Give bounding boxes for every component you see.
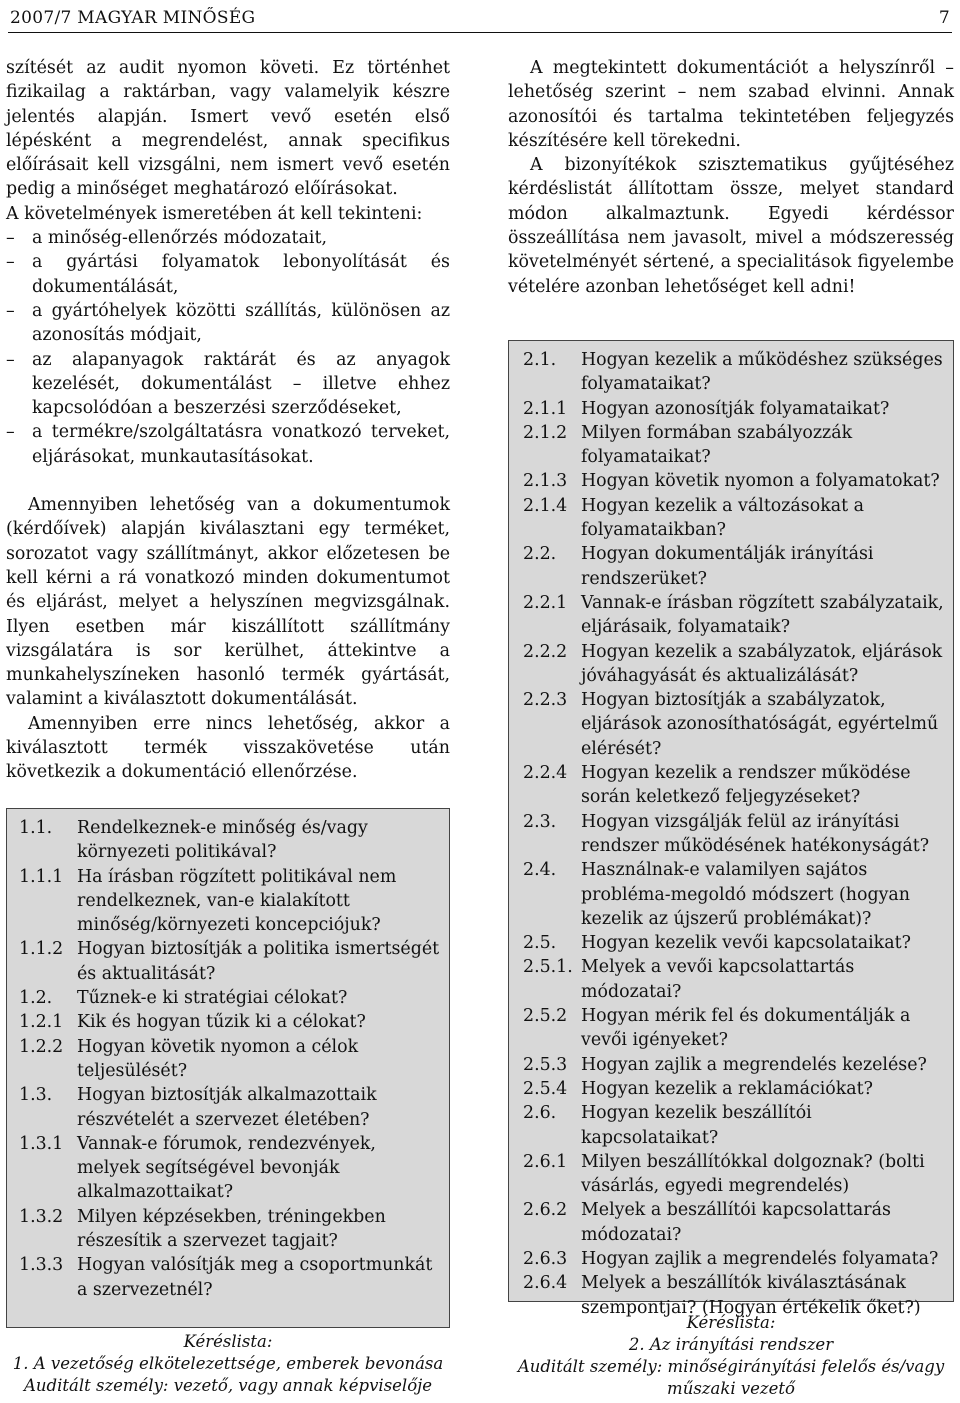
question-number: 1.3.3: [19, 1255, 64, 1276]
checklist-caption-2: [508, 1312, 954, 1400]
question-row: [19, 1253, 441, 1302]
question-text: Melyek a vevői kapcsolattartás módozatai?: [581, 957, 855, 1002]
dash-marker: –: [6, 252, 15, 273]
question-number: 2.6.2: [523, 1200, 568, 1221]
question-text: Hogyan biztosítják alkalmazottaik részvételét a szervezet életében?: [77, 1085, 377, 1130]
question-text: Hogyan kezelik a szabályzatok, eljárások jóváhagyását és aktualizálását?: [581, 641, 943, 686]
question-row: [523, 1053, 947, 1077]
caption-title: 1. A vezetőség elkötelezettsége, emberek bevonása: [12, 1354, 444, 1373]
running-header: [8, 6, 952, 33]
list-item-text: a termékre/szolgáltatásra vonatkozó terveket, eljárásokat, munkautasításokat.: [32, 422, 450, 467]
question-number: 2.2.2: [523, 641, 568, 662]
caption-audited: Auditált személy: minőségirányítási felelős és/vagy műszaki vezető: [517, 1357, 945, 1398]
question-number: 2.5.3: [523, 1054, 568, 1075]
question-number: 2.1.: [523, 350, 557, 370]
question-row: [523, 397, 947, 421]
list-item: [6, 299, 450, 348]
question-text: Ha írásban rögzített politikával nem rendelkeznek, van-e kialakított minőség/környezeti koncepciójuk?: [77, 866, 397, 936]
question-row: [523, 348, 947, 397]
question-number: 2.2.: [523, 544, 557, 565]
question-number: 2.3.: [523, 811, 557, 832]
caption-title: 2. Az irányítási rendszer: [628, 1335, 834, 1354]
question-row: [19, 1205, 441, 1254]
question-row: [523, 494, 947, 543]
list-item: [6, 348, 450, 421]
question-text: Rendelkeznek-e minőség és/vagy környezeti politikával?: [77, 818, 368, 863]
question-row: [523, 1198, 947, 1247]
question-row: [523, 1247, 947, 1271]
question-number: 1.1.1: [19, 866, 64, 887]
dash-marker: –: [6, 349, 15, 370]
question-row: [523, 761, 947, 810]
question-text: Hogyan zajlik a megrendelés kezelése?: [581, 1054, 927, 1075]
question-text: Használnak-e valamilyen sajátos probléma-megoldó módszert (hogyan kezelik az újszerű problémákat)?: [581, 860, 910, 929]
question-number: 2.2.4: [523, 763, 568, 784]
requirements-lead: A követelmények ismeretében át kell tekinteni:: [6, 203, 423, 224]
dash-marker: –: [6, 228, 15, 249]
question-row: [19, 937, 441, 986]
list-item: [6, 250, 450, 299]
question-number: 2.6.: [523, 1103, 557, 1124]
question-text: Milyen formában szabályozzák folyamataikat?: [581, 422, 853, 468]
question-text: Tűznek-e ki stratégiai célokat?: [77, 988, 348, 1009]
body-paragraph: Amennyiben lehetőség van a dokumentumok (kérdőívek) alapján kiválasztani egy terméket, sorozatot vagy szállítmányt, akkor előzetesen be kell kérni a rá vonatkozó minden dokumentumot és eljárást, melyet a helyszínen megvizsgálnak. Ilyen esetben már kiszállított szállítmány vizsgálatára is sor kerülhet, áttekintve a munkahelyszíneken hasonló termék gyártását, valamint a kiválasztott dokumentálását.: [6, 495, 450, 710]
question-number: 1.2.1: [19, 1012, 64, 1033]
question-number: 1.1.2: [19, 939, 64, 960]
question-number: 2.6.4: [523, 1273, 568, 1294]
question-row: [523, 542, 947, 591]
body-paragraph: A bizonyítékok szisztematikus gyűjtéséhez kérdéslistát állítottam össze, melyet standard módon alkalmaztunk. Egyedi kérdéssor összeállítása nem javasolt, mivel a módszeresség követelményét sértené, a specialitások figyelembe vételére azonban lehetőséget kell adni!: [508, 155, 954, 297]
question-row: [19, 1083, 441, 1132]
question-text: Hogyan azonosítják folyamataikat?: [581, 398, 890, 419]
question-row: [523, 931, 947, 955]
question-text: Hogyan kezelik vevői kapcsolataikat?: [581, 933, 911, 954]
question-text: Hogyan követik nyomon a célok teljesülését?: [77, 1036, 359, 1081]
question-row: [19, 816, 441, 865]
question-row: [523, 421, 947, 470]
question-row: [523, 1101, 947, 1150]
question-text: Hogyan követik nyomon a folyamatokat?: [581, 471, 940, 492]
question-number: 2.6.3: [523, 1248, 568, 1269]
caption-label: Kéréslista:: [183, 1332, 273, 1351]
body-paragraph: Amennyiben erre nincs lehetőség, akkor a kiválasztott termék visszakövetése után következik a dokumentáció ellenőrzése.: [6, 713, 450, 783]
question-row: [523, 1077, 947, 1101]
question-row: [523, 469, 947, 493]
list-item-text: a gyártóhelyek közötti szállítás, különösen az azonosítás módjait,: [32, 300, 450, 346]
journal-issue: 2007/7 MAGYAR MINŐSÉG: [10, 8, 256, 28]
question-text: Vannak-e fórumok, rendezvények, melyek segítségével bevonják alkalmazottaikat?: [77, 1133, 376, 1203]
list-item: [6, 226, 450, 250]
question-number: 2.1.2: [523, 422, 568, 443]
list-item-text: az alapanyagok raktárát és az anyagok kezelését, dokumentálást – illetve ehhez kapcsolódóan a beszerzési szerződéseket,: [32, 349, 450, 419]
question-number: 1.3.: [19, 1085, 53, 1106]
question-number: 1.2.2: [19, 1036, 64, 1057]
question-number: 2.5.2: [523, 1006, 568, 1027]
question-text: Melyek a beszállítók kiválasztásának szempontjai? (Hogyan értékelik őket?): [581, 1273, 921, 1318]
question-row: [523, 955, 947, 1004]
question-number: 1.3.2: [19, 1206, 64, 1227]
question-number: 2.5.4: [523, 1078, 568, 1099]
question-row: [523, 640, 947, 689]
question-row: [19, 986, 441, 1010]
caption-label: Kéréslista:: [686, 1313, 776, 1332]
question-row: [523, 591, 947, 640]
question-text: Hogyan biztosítják a politika ismertségét és aktualitását?: [77, 939, 440, 984]
question-text: Hogyan valósítják meg a csoportmunkát a szervezetnél?: [77, 1255, 433, 1300]
list-item-text: a gyártási folyamatok lebonyolítását és dokumentálását,: [32, 252, 450, 297]
list-item: [6, 420, 450, 469]
question-row: [523, 810, 947, 859]
question-number: 2.5.: [523, 933, 557, 954]
question-number: 2.1.4: [523, 495, 568, 516]
dash-marker: –: [6, 422, 15, 443]
dash-marker: –: [6, 300, 15, 321]
question-row: [19, 1010, 441, 1034]
question-text: Hogyan kezelik a működéshez szükséges folyamataikat?: [581, 350, 943, 395]
question-text: Hogyan kezelik a változásokat a folyamataikban?: [581, 495, 864, 541]
question-number: 2.1.1: [523, 398, 568, 419]
question-row: [523, 858, 947, 931]
question-number: 2.1.3: [523, 471, 568, 492]
caption-audited: Auditált személy: vezető, vagy annak képviselője: [23, 1376, 433, 1395]
question-list: [19, 816, 441, 1302]
checklist-box-1: [6, 808, 450, 1328]
question-row: [523, 688, 947, 761]
checklist-box-2: [508, 340, 954, 1318]
intro-paragraph: szítését az audit nyomon követi. Ez történhet fizikailag a raktárban, vagy valamelyik készre jelentés alapján. Ismert vevő esetén első lépésként a megrendelést, annak specifikus előírásait kell vizsgálni, nem ismert vevő esetén pedig a minőséget meghatározó előírásokat.: [6, 58, 450, 200]
question-number: 2.5.1.: [523, 957, 573, 978]
question-text: Hogyan kezelik a rendszer működése során keletkező feljegyzéseket?: [581, 763, 911, 808]
question-text: Hogyan biztosítják a szabályzatok, eljárások azonosíthatóságát, egyértelmű elérését?: [581, 690, 939, 759]
right-column: [508, 56, 954, 299]
question-number: 1.3.1: [19, 1133, 64, 1154]
question-text: Hogyan zajlik a megrendelés folyamata?: [581, 1248, 939, 1269]
question-text: Hogyan vizsgálják felül az irányítási rendszer működésének hatékonyságát?: [581, 811, 930, 856]
page-number: 7: [938, 8, 950, 28]
question-text: Hogyan mérik fel és dokumentálják a vevői igényeket?: [581, 1006, 911, 1051]
question-number: 1.1.: [19, 818, 53, 838]
question-text: Milyen képzésekben, tréningekben részesítik a szervezet tagjait?: [77, 1206, 386, 1252]
question-number: 2.2.3: [523, 690, 568, 711]
left-column: [6, 56, 450, 785]
question-row: [523, 1004, 947, 1053]
question-row: [523, 1150, 947, 1199]
question-text: Hogyan kezelik a reklamációkat?: [581, 1078, 873, 1099]
question-row: [19, 1132, 441, 1205]
question-number: 1.2.: [19, 988, 53, 1009]
question-text: Milyen beszállítókkal dolgoznak? (bolti vásárlás, egyedi megrendelés): [581, 1151, 925, 1197]
body-paragraph: A megtekintett dokumentációt a helyszínről – lehetőség szerint – nem szabad elvinni. Annak azonosítói és tartalma tekintetében feljegyzés készítésére kell törekedni.: [508, 58, 954, 151]
question-number: 2.4.: [523, 860, 557, 881]
checklist-caption-1: [6, 1331, 450, 1397]
question-number: 2.2.1: [523, 592, 568, 613]
list-item-text: a minőség-ellenőrzés módozatait,: [32, 228, 327, 249]
question-text: Melyek a beszállítói kapcsolattarás módozatai?: [581, 1200, 891, 1245]
requirements-list: [6, 226, 450, 469]
question-text: Hogyan dokumentálják irányítási rendszerüket?: [581, 544, 874, 589]
question-text: Hogyan kezelik beszállítói kapcsolataikat?: [581, 1103, 812, 1148]
question-row: [19, 1035, 441, 1084]
question-text: Vannak-e írásban rögzített szabályzataik, eljárásaik, folyamataik?: [581, 592, 944, 638]
question-number: 2.6.1: [523, 1151, 568, 1172]
question-list: [523, 348, 947, 1320]
question-row: [19, 865, 441, 938]
question-text: Kik és hogyan tűzik ki a célokat?: [77, 1012, 366, 1033]
